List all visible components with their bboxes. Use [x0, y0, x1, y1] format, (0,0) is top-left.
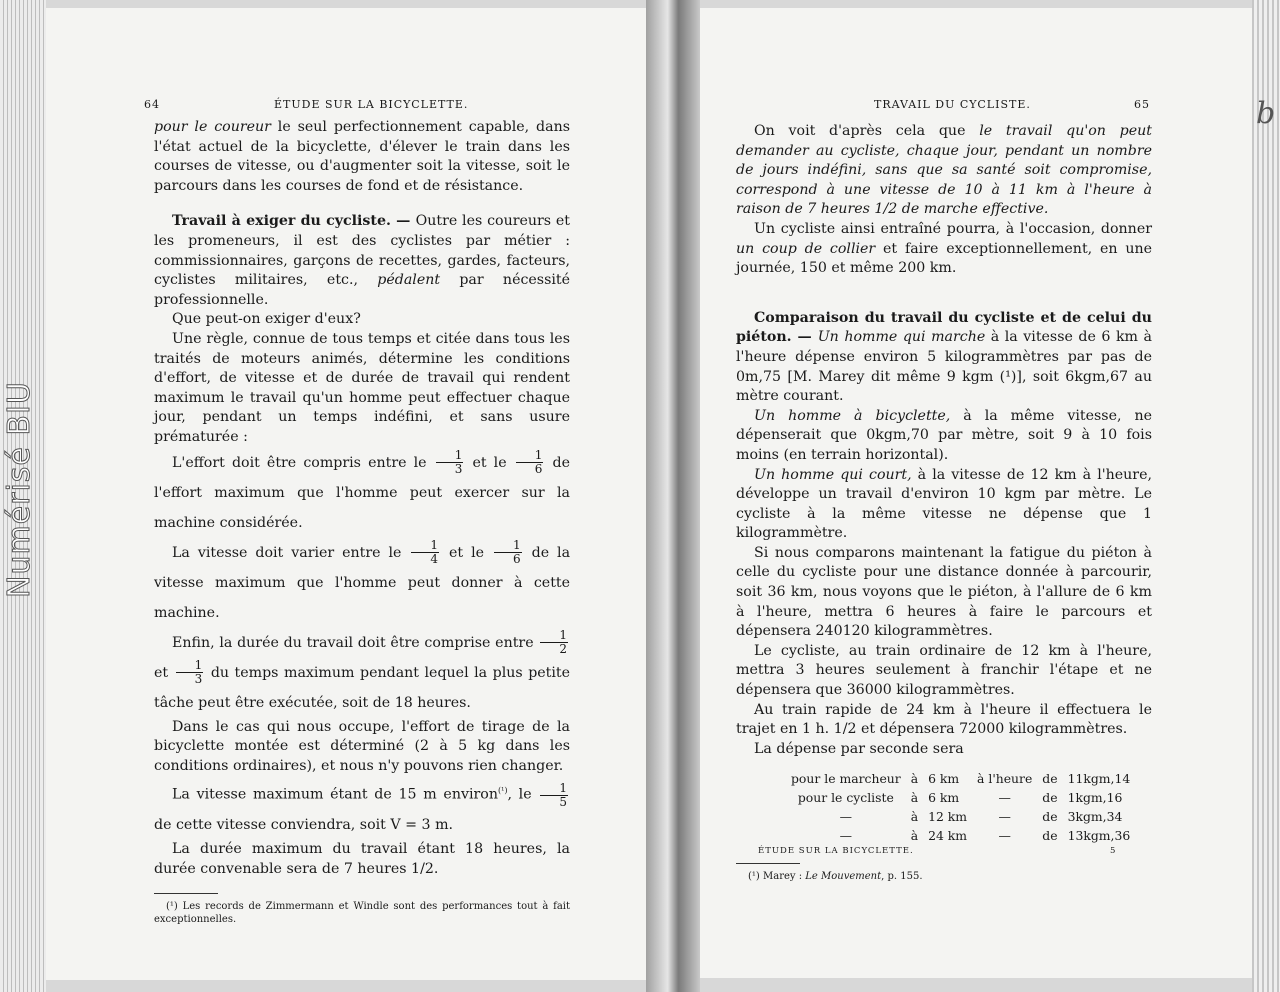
table-cell-tail: —	[998, 828, 1011, 844]
table-cell-de: de	[1042, 790, 1058, 806]
paragraph: La dépense par seconde sera	[754, 740, 964, 757]
book-gutter	[646, 0, 700, 992]
table-cell-speed: 6 km	[928, 771, 960, 787]
table-cell-speed: 6 km	[928, 790, 960, 806]
table-cell-a: à	[910, 809, 919, 825]
paragraph: Un cycliste ainsi entraîné pourra, à l'occasion, donner un coup de collier et faire exceptionnellement, en une journée, 150 et même 200 km.	[736, 220, 1152, 277]
expenditure-table	[786, 769, 1135, 845]
page-number: 65	[1134, 98, 1150, 111]
signature-title: ÉTUDE SUR LA BICYCLETTE.	[758, 846, 914, 856]
table-cell-a: à	[910, 771, 919, 787]
paragraph: Que peut-on exiger d'eux?	[172, 311, 361, 328]
paragraph: Un homme qui court, à la vitesse de 12 km à l'heure, développe un travail d'environ 10 kgm par mètre. Le cycliste à la même vitesse ne dépense que 1 kilogrammètre.	[736, 466, 1152, 542]
paragraph: On voit d'après cela que le travail qu'on peut demander au cycliste, chaque jour, pendant un nombre de jours indéfini, sans que sa santé soit compromise, correspond à une vitesse de 10 à 11 km à l'heure à raison de 7 heures 1/2 de marche effective.	[736, 123, 1152, 218]
table-cell-de: de	[1042, 828, 1058, 844]
table-cell-tail: à l'heure	[977, 771, 1033, 787]
paragraph: pour le coureur le seul perfectionnement capable, dans l'état actuel de la bicyclette, d'élever le train dans les courses de vitesse, ou d'augmenter soit la vitesse, soit le parcours dans les courses de fond et de résistance.	[154, 119, 570, 194]
table-cell-de: de	[1042, 771, 1058, 787]
paragraph: Une règle, connue de tous temps et citée dans tous les traités de moteurs animés, détermine les conditions d'effort, de vitesse et de durée de travail qui rendent maximum le travail qu'un homme peut effectuer chaque jour, pendant un temps indéfini, et sans usure prématurée :	[154, 330, 570, 445]
footnote: (¹) Les records de Zimmermann et Windle sont des performances tout à fait exceptionnelles.	[154, 901, 570, 926]
table-cell-value: 13kgm,36	[1067, 828, 1131, 844]
right-body	[736, 122, 1152, 883]
table-cell-who: —	[839, 809, 853, 825]
paragraph: Au train rapide de 24 km à l'heure il effectuera le trajet en 1 h. 1/2 et dépensera 72000 kilogrammètres.	[736, 701, 1152, 738]
fraction: $\frac{1}{3}$	[436, 449, 464, 476]
paragraph: L'effort doit être compris entre le $\frac{1}{3}$ et le $\frac{1}{6}$ de l'effort maximum que l'homme peut exercer sur la machine considérée.	[154, 448, 570, 531]
paragraph: La vitesse maximum étant de 15 m environ$^{(^1)}$, le $\frac{1}{5}$ de cette vitesse conviendra, soit V = 3 m.	[154, 780, 567, 834]
right-page-edges	[1252, 0, 1280, 992]
fraction: $\frac{1}{5}$	[540, 782, 568, 809]
table-cell-value: 1kgm,16	[1067, 790, 1123, 806]
table-cell-a: à	[910, 828, 919, 844]
paragraph: Le cycliste, au train ordinaire de 12 km à l'heure, mettra 3 heures seulement à franchir l'étape et ne dépensera que 36000 kilogrammètres.	[736, 642, 1152, 699]
table-row	[786, 788, 1135, 807]
right-page	[700, 8, 1252, 978]
fraction: $\frac{1}{6}$	[494, 539, 522, 566]
table-row	[786, 807, 1135, 826]
paragraph: Un homme à bicyclette, à la même vitesse, ne dépenserait que 0kgm,70 par mètre, soit 9 à 10 fois moins (en terrain horizontal).	[736, 407, 1152, 463]
paragraph: Si nous comparons maintenant la fatigue du piéton à celle du cycliste pour une distance donnée à parcourir, soit 36 km, nous voyons que le piéton, à l'allure de 6 km à l'heure, mettra 6 heures à faire le parcours et dépensera 240120 kilogrammètres.	[736, 544, 1152, 640]
table-cell-de: de	[1042, 809, 1058, 825]
section-title: Travail à exiger du cycliste. —	[172, 213, 416, 230]
fraction: $\frac{1}{4}$	[411, 539, 439, 566]
paragraph: Enfin, la durée du travail doit être comprise entre $\frac{1}{2}$ et $\frac{1}{3}$ du temps maximum pendant lequel la plus petite tâche peut être exécutée, soit de 18 heures.	[154, 628, 571, 711]
section-title: Comparaison du travail du cycliste et de celui du piéton. —	[736, 309, 1152, 346]
table-cell-who: —	[839, 828, 853, 844]
table-row	[786, 769, 1135, 788]
table-cell-speed: 24 km	[928, 828, 968, 844]
running-head: TRAVAIL DU CYCLISTE.	[874, 98, 1031, 111]
table-cell-value: 3kgm,34	[1067, 809, 1123, 825]
page-number: 64	[144, 98, 160, 111]
table-cell-who: pour le cycliste	[797, 790, 894, 806]
running-head: ÉTUDE SUR LA BICYCLETTE.	[274, 98, 469, 111]
table-cell-speed: 12 km	[928, 809, 968, 825]
table-cell-value: 11kgm,14	[1067, 771, 1131, 787]
paragraph: La vitesse doit varier entre le $\frac{1}{4}$ et le $\frac{1}{6}$ de la vitesse maximum que l'homme peut donner à cette machine.	[154, 538, 571, 621]
signature-number: 5	[1110, 846, 1117, 856]
paragraph: La durée maximum du travail étant 18 heures, la durée convenable sera de 7 heures 1/2.	[154, 841, 570, 877]
table-cell-tail: —	[998, 809, 1011, 825]
left-body	[154, 118, 570, 926]
paragraph: Comparaison du travail du cycliste et de celui du piéton. — Un homme qui marche à la vitesse de 6 km à l'heure dépense environ 5 kilogrammètres par pas de 0m,75 [M. Marey dit même 9 kgm (¹)], soit 6kgm,67 au mètre courant.	[736, 309, 1152, 405]
fraction: $\frac{1}{2}$	[540, 629, 568, 656]
fraction: $\frac{1}{6}$	[516, 449, 544, 476]
side-mark: b	[1256, 96, 1276, 131]
footnote-rule	[736, 863, 800, 864]
left-page	[46, 8, 647, 980]
table-row	[786, 826, 1135, 845]
watermark: Numérisé BIU	[2, 381, 37, 599]
table-cell-who: pour le marcheur	[791, 771, 901, 787]
table-cell-a: à	[910, 790, 919, 806]
footnote-rule	[154, 893, 218, 894]
paragraph: Dans le cas qui nous occupe, l'effort de tirage de la bicyclette montée est déterminé (2 à 5 kg dans les conditions ordinaires), et nous n'y pouvons rien changer.	[154, 718, 570, 774]
footnote: (¹) Marey : Le Mouvement, p. 155.	[748, 871, 923, 883]
table-cell-tail: —	[998, 790, 1011, 806]
paragraph: Travail à exiger du cycliste. — Outre les coureurs et les promeneurs, il est des cyclistes par métier : commissionnaires, garçons de recettes, gardes, facteurs, cyclistes militaires, etc., pédalent par nécessité professionnelle.	[154, 213, 571, 308]
fraction: $\frac{1}{3}$	[176, 659, 204, 686]
